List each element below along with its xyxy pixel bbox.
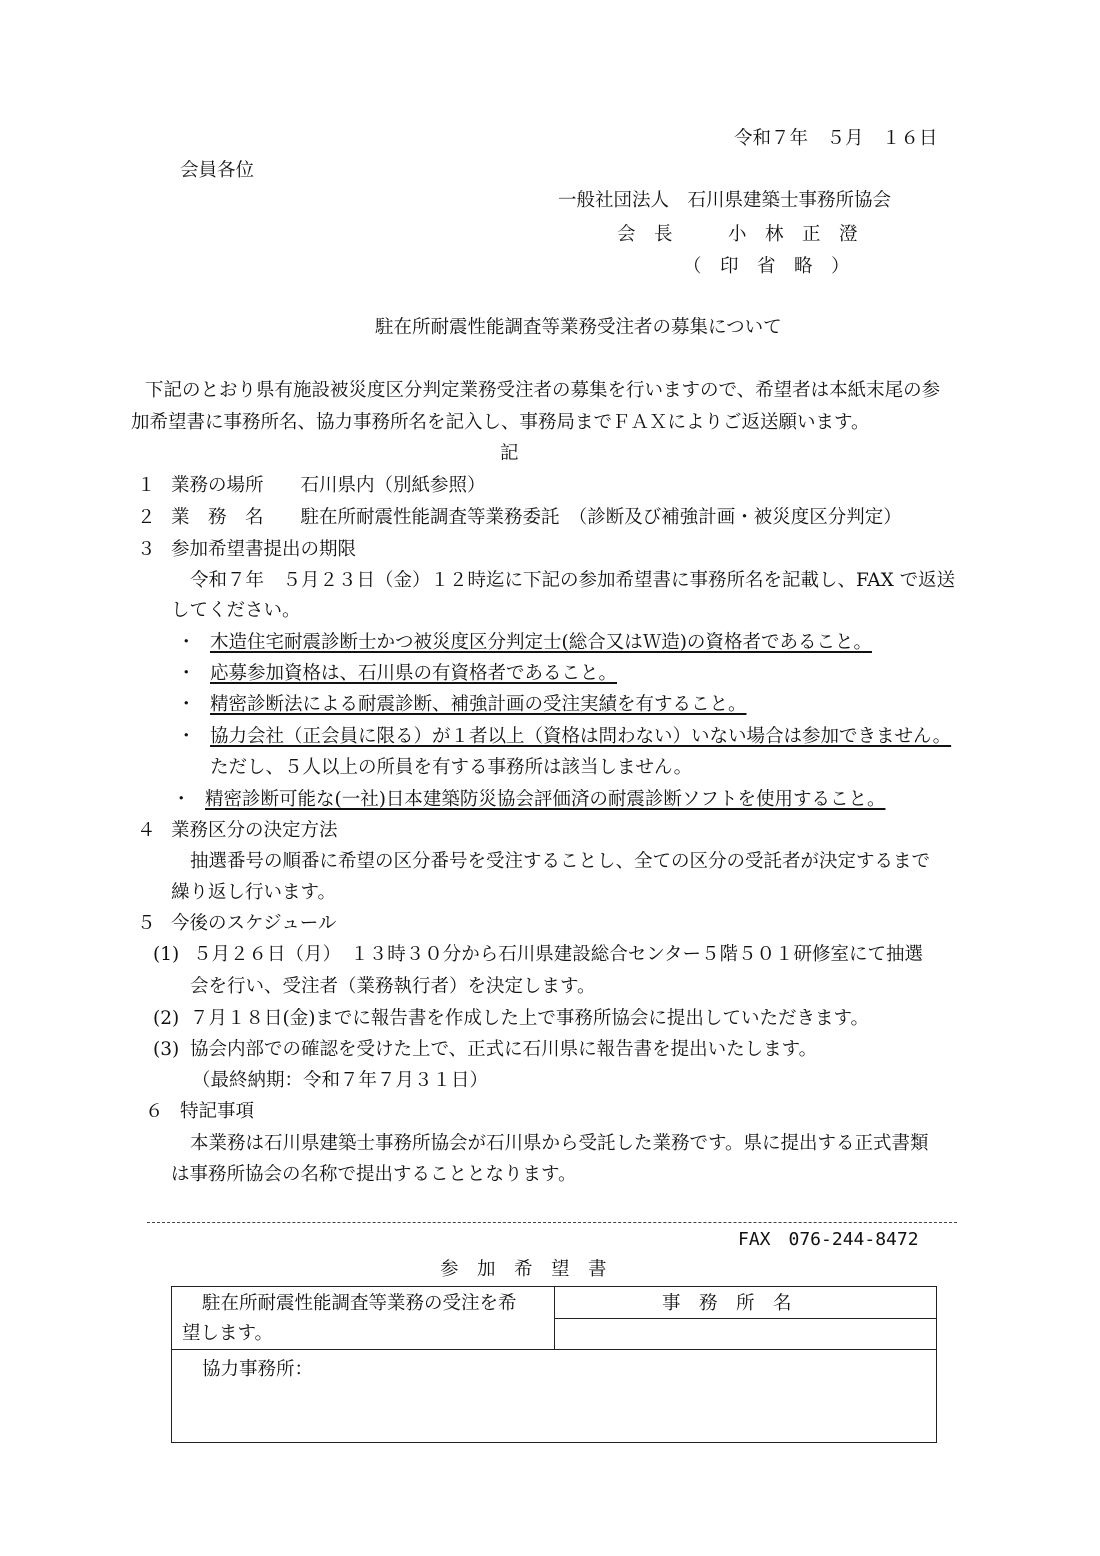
schedule-item-3-line-2: （最終納期：令和７年７月３１日） (192, 1070, 489, 1091)
schedule-item-2-line-1: ７月１８日(金)までに報告書を作成した上で事務所協会に提出していただきます。 (190, 1008, 869, 1029)
bullet-mark: ・ (177, 694, 196, 715)
schedule-item-1-line-1: ５月２６日（月） １３時３０分から石川県建設総合センター５階５０１研修室にて抽選 (193, 944, 924, 965)
section-6-number: ６ (145, 1101, 164, 1122)
office-name-label: 事 務 所 名 (662, 1293, 792, 1314)
seal-omitted: （ 印 省 略 ） (683, 256, 850, 277)
section-4-line-2: 繰り返し行います。 (171, 882, 337, 903)
bullet-mark: ・ (177, 663, 196, 684)
requirement-5: 精密診断可能な(一社)日本建築防災協会評価済の耐震診断ソフトを使用すること。 (205, 789, 886, 810)
section-5-number: ５ (137, 913, 156, 934)
form-request-line-1: 駐在所耐震性能調査等業務の受注を希 (202, 1293, 517, 1314)
schedule-item-2-number: (2) (153, 1008, 180, 1029)
form-divider-mid (554, 1318, 936, 1319)
cut-line (147, 1222, 957, 1223)
section-5-heading: 今後のスケジュール (171, 913, 337, 934)
schedule-item-1-line-2: 会を行い、受注者（業務執行者）を決定します。 (190, 976, 596, 997)
section-1-text: 業務の場所 石川県内（別紙参照） (171, 475, 486, 496)
section-1-number: １ (137, 475, 156, 496)
bullet-mark: ・ (172, 789, 191, 810)
requirement-4-note: ただし、５人以上の所員を有する事務所は該当しません。 (210, 757, 693, 778)
intro-line-1: 下記のとおり県有施設被災度区分判定業務受注者の募集を行いますので、希望者は本紙末尾の参 (145, 380, 941, 401)
schedule-item-1-number: (1) (153, 944, 180, 965)
cooperating-office-label: 協力事務所： (202, 1359, 314, 1380)
section-3-number: ３ (137, 539, 156, 560)
section-3-heading: 参加希望書提出の期限 (171, 539, 357, 560)
document-title: 駐在所耐震性能調査等業務受注者の募集について (375, 317, 782, 338)
requirement-4: 協力会社（正会員に限る）が１者以上（資格は問わない）いない場合は参加できません。 (210, 726, 952, 747)
section-6-line-1: 本業務は石川県建築士事務所協会が石川県から受託した業務です。県に提出する正式書類 (190, 1133, 929, 1154)
section-6-heading: 特記事項 (180, 1101, 255, 1122)
intro-line-2: 加希望書に事務所名、協力事務所名を記入し、事務局までＦＡＸによりご返送願います。 (131, 412, 870, 433)
form-title: 参 加 希 望 書 (440, 1259, 607, 1280)
bullet-mark: ・ (177, 632, 196, 653)
requirement-2: 応募参加資格は、石川県の有資格者であること。 (210, 663, 618, 684)
sender-org: 一般社団法人 石川県建築士事務所協会 (558, 190, 892, 211)
cooperating-office-field[interactable] (322, 1353, 932, 1439)
sender-title: 会 長 小 林 正 澄 (617, 224, 858, 245)
section-4-heading: 業務区分の決定方法 (171, 820, 338, 841)
section-3-line-2: してください。 (171, 600, 301, 621)
section-2-text: 業 務 名 駐在所耐震性能調査等業務委託 （診断及び補強計画・被災度区分判定） (171, 507, 902, 528)
bullet-mark: ・ (177, 726, 196, 747)
form-divider-bottom (172, 1349, 936, 1350)
date: 令和７年 ５月 １６日 (734, 128, 938, 149)
section-6-line-2: は事務所協会の名称で提出することとなります。 (171, 1164, 577, 1185)
recipient: 会員各位 (180, 160, 255, 181)
requirement-3: 精密診断法による耐震診断、補強計画の受注実績を有すること。 (210, 694, 747, 715)
section-2-number: ２ (137, 507, 156, 528)
schedule-item-3-line-1: 協会内部での確認を受けた上で、正式に石川県に報告書を提出いたします。 (190, 1039, 818, 1060)
section-4-line-1: 抽選番号の順番に希望の区分番号を受注することし、全ての区分の受託者が決定するまで (190, 851, 931, 872)
section-4-number: ４ (137, 820, 156, 841)
fax-number: FAX 076-244-8472 (738, 1229, 919, 1250)
ki-mark: 記 (500, 443, 519, 464)
section-3-line-1: 令和７年 ５月２３日（金）１２時迄に下記の参加希望書に事務所名を記載し、FAX で返送 (190, 570, 956, 591)
application-form (171, 1286, 937, 1443)
schedule-item-3-number: (3) (153, 1039, 180, 1060)
requirement-1: 木造住宅耐震診断士かつ被災度区分判定士(総合又はＷ造)の資格者であること。 (210, 632, 872, 653)
office-name-field[interactable] (556, 1320, 934, 1347)
form-request-line-2: 望します。 (182, 1323, 274, 1344)
